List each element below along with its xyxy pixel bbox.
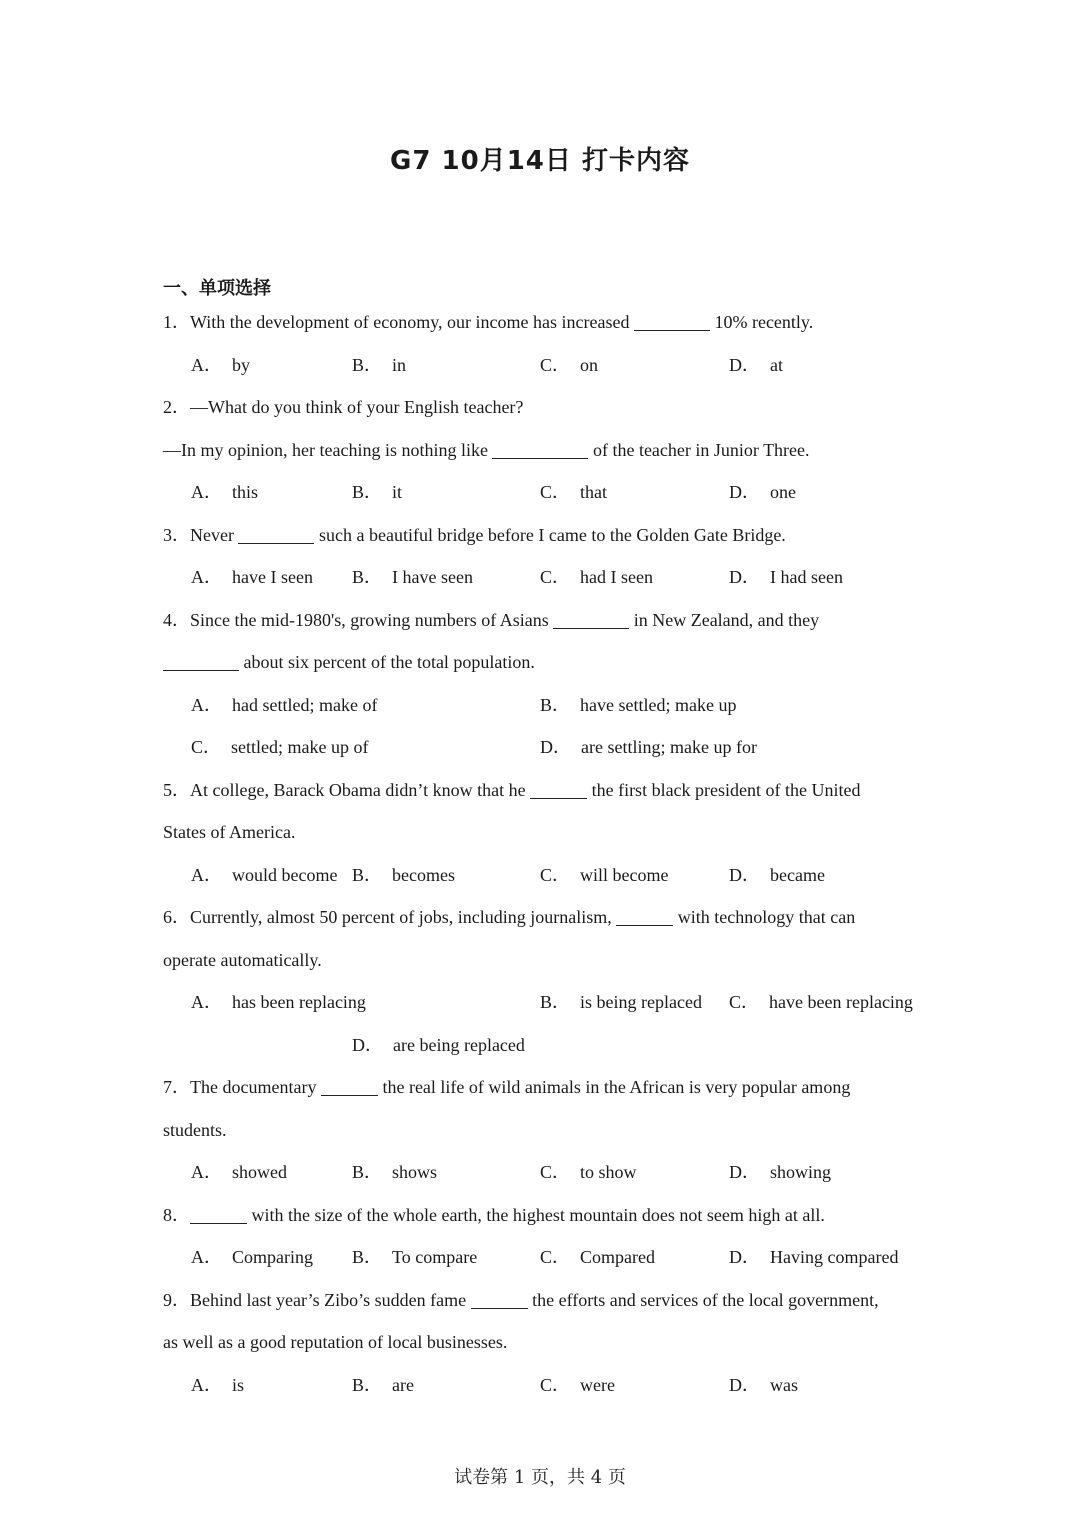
answer-blank bbox=[530, 797, 587, 799]
question-text: the first black president of the United bbox=[587, 779, 861, 800]
answer-option[interactable] bbox=[191, 981, 366, 1024]
option-text: one bbox=[770, 482, 796, 502]
options-row bbox=[163, 854, 953, 897]
option-text: by bbox=[232, 354, 250, 375]
answer-blank bbox=[634, 329, 710, 331]
option-text: has been replacing bbox=[232, 992, 366, 1012]
option-text: Comparing bbox=[232, 1247, 313, 1267]
options-row bbox=[163, 1024, 953, 1067]
question-text: 4．Since the mid-1980's, growing numbers of Asians bbox=[163, 609, 554, 630]
answer-option[interactable] bbox=[191, 556, 313, 599]
option-letter: B． bbox=[352, 1374, 383, 1395]
question-text: 5．At college, Barack Obama didn’t know that he bbox=[163, 779, 531, 800]
question-text-line bbox=[163, 641, 953, 684]
option-text: showing bbox=[770, 1162, 832, 1182]
answer-option[interactable] bbox=[540, 556, 653, 599]
options-row bbox=[163, 981, 953, 1024]
answer-option[interactable] bbox=[540, 1151, 637, 1194]
option-letter: B． bbox=[352, 1247, 383, 1267]
option-text: have I seen bbox=[232, 567, 313, 587]
answer-option[interactable] bbox=[352, 1151, 437, 1194]
option-text: Compared bbox=[580, 1247, 655, 1267]
answer-option[interactable] bbox=[191, 726, 368, 769]
answer-option[interactable] bbox=[191, 1236, 313, 1279]
option-letter: B． bbox=[352, 567, 383, 587]
answer-blank bbox=[163, 669, 239, 671]
question-text: such a beautiful bridge before I came to the Golden Gate Bridge. bbox=[314, 524, 786, 545]
option-text: settled; make up of bbox=[231, 737, 369, 757]
question-text: about six percent of the total population. bbox=[239, 652, 535, 672]
option-letter: A． bbox=[191, 1162, 222, 1182]
option-text: became bbox=[770, 864, 825, 885]
question-item bbox=[163, 1066, 953, 1194]
option-letter: A． bbox=[191, 482, 222, 502]
question-item bbox=[163, 1194, 953, 1279]
answer-option[interactable] bbox=[352, 1024, 525, 1067]
option-letter: D． bbox=[729, 482, 760, 502]
answer-option[interactable] bbox=[191, 854, 337, 897]
question-text: 1．With the development of economy, our income has increased bbox=[163, 312, 634, 332]
question-text-line bbox=[163, 769, 953, 812]
option-text: Having compared bbox=[770, 1247, 899, 1267]
option-letter: A． bbox=[191, 1374, 222, 1395]
option-letter: D． bbox=[729, 354, 760, 375]
options-row bbox=[163, 684, 953, 727]
question-text: States of America. bbox=[163, 822, 296, 842]
answer-option[interactable] bbox=[729, 556, 843, 599]
option-text: was bbox=[770, 1374, 798, 1395]
question-text: students. bbox=[163, 1119, 227, 1140]
question-list bbox=[163, 301, 953, 1406]
answer-option[interactable] bbox=[191, 344, 250, 387]
question-item bbox=[163, 769, 953, 897]
option-letter: D． bbox=[729, 1374, 760, 1395]
option-letter: B． bbox=[352, 1162, 383, 1182]
question-text-line bbox=[163, 939, 953, 982]
option-text: would become bbox=[232, 864, 338, 885]
answer-option[interactable] bbox=[191, 1151, 287, 1194]
answer-blank bbox=[471, 1307, 528, 1309]
document-title: G7 10月14日 打卡内容 bbox=[390, 146, 690, 176]
question-text-line bbox=[163, 896, 953, 939]
answer-option[interactable] bbox=[540, 1236, 655, 1279]
option-text: have been replacing bbox=[769, 992, 913, 1012]
question-text: as well as a good reputation of local businesses. bbox=[163, 1332, 508, 1352]
answer-option[interactable] bbox=[729, 1236, 898, 1279]
answer-option[interactable] bbox=[729, 981, 913, 1024]
question-text: with the size of the whole earth, the highest mountain does not seem high at all. bbox=[247, 1204, 825, 1225]
options-row bbox=[163, 726, 953, 769]
question-text-line bbox=[163, 811, 953, 854]
answer-option[interactable] bbox=[540, 471, 607, 514]
question-text-line bbox=[163, 1109, 953, 1152]
question-text-line bbox=[163, 301, 953, 344]
question-item bbox=[163, 514, 953, 599]
options-row bbox=[163, 471, 953, 514]
answer-option[interactable] bbox=[540, 1364, 615, 1407]
answer-option[interactable] bbox=[352, 556, 473, 599]
answer-option[interactable] bbox=[729, 854, 825, 897]
options-row bbox=[163, 1236, 953, 1279]
option-letter: A． bbox=[191, 1247, 222, 1267]
question-text-line bbox=[163, 429, 953, 472]
option-letter: C． bbox=[540, 354, 571, 375]
options-row bbox=[163, 1151, 953, 1194]
question-text: 10% recently. bbox=[709, 312, 814, 332]
question-text-line bbox=[163, 1194, 953, 1237]
option-letter: A． bbox=[191, 694, 222, 715]
option-text: is bbox=[232, 1374, 245, 1395]
answer-option[interactable] bbox=[352, 854, 455, 897]
option-letter: C． bbox=[729, 992, 760, 1012]
option-letter: B． bbox=[352, 864, 383, 885]
answer-option[interactable] bbox=[352, 344, 406, 387]
option-text: that bbox=[580, 482, 608, 502]
question-text-line bbox=[163, 599, 953, 642]
option-text: will become bbox=[580, 864, 669, 885]
answer-option[interactable] bbox=[540, 726, 757, 769]
option-text: is being replaced bbox=[580, 992, 702, 1012]
answer-blank bbox=[492, 457, 588, 459]
answer-option[interactable] bbox=[729, 1364, 798, 1407]
section-heading: 一、单项选择 bbox=[163, 278, 271, 299]
option-text: showed bbox=[232, 1162, 287, 1182]
option-text: this bbox=[232, 482, 259, 502]
option-letter: B． bbox=[352, 354, 383, 375]
question-text: 6．Currently, almost 50 percent of jobs, including journalism, bbox=[163, 907, 617, 927]
option-letter: D． bbox=[729, 864, 760, 885]
option-text: are bbox=[392, 1374, 414, 1395]
answer-blank bbox=[553, 627, 629, 629]
answer-option[interactable] bbox=[191, 684, 377, 727]
question-text: with technology that can bbox=[673, 907, 856, 927]
option-letter: A． bbox=[191, 992, 222, 1012]
answer-option[interactable] bbox=[191, 1364, 244, 1407]
option-letter: A． bbox=[191, 567, 222, 587]
question-text: 2．—What do you think of your English teacher? bbox=[163, 397, 524, 417]
option-letter: C． bbox=[540, 1374, 571, 1395]
answer-option[interactable] bbox=[540, 854, 669, 897]
option-letter: B． bbox=[540, 992, 571, 1012]
option-letter: C． bbox=[540, 482, 571, 502]
options-row bbox=[163, 344, 953, 387]
answer-option[interactable] bbox=[352, 1364, 414, 1407]
answer-option[interactable] bbox=[540, 981, 702, 1024]
answer-option[interactable] bbox=[729, 344, 783, 387]
answer-blank bbox=[190, 1222, 247, 1224]
answer-option[interactable] bbox=[729, 1151, 831, 1194]
question-text: operate automatically. bbox=[163, 949, 322, 970]
option-letter: D． bbox=[729, 1247, 760, 1267]
option-letter: C． bbox=[540, 1162, 571, 1182]
question-text: 8． bbox=[163, 1204, 190, 1225]
option-letter: A． bbox=[191, 864, 222, 885]
option-text: it bbox=[392, 482, 403, 502]
answer-blank bbox=[238, 542, 314, 544]
option-text: to show bbox=[580, 1162, 637, 1182]
option-letter: B． bbox=[540, 694, 571, 715]
option-text: To compare bbox=[392, 1247, 478, 1267]
options-row bbox=[163, 556, 953, 599]
option-text: had settled; make of bbox=[232, 694, 378, 715]
option-letter: C． bbox=[540, 864, 571, 885]
option-letter: D． bbox=[352, 1034, 383, 1055]
option-text: have settled; make up bbox=[580, 694, 737, 715]
answer-blank bbox=[616, 924, 673, 926]
option-text: I had seen bbox=[770, 567, 843, 587]
question-item bbox=[163, 1279, 953, 1407]
option-text: had I seen bbox=[580, 567, 653, 587]
option-letter: D． bbox=[540, 737, 571, 757]
option-text: I have seen bbox=[392, 567, 473, 587]
question-text-line bbox=[163, 1066, 953, 1109]
option-text: shows bbox=[392, 1162, 438, 1182]
question-text: 7．The documentary bbox=[163, 1077, 321, 1097]
option-letter: C． bbox=[540, 567, 571, 587]
question-text-line bbox=[163, 514, 953, 557]
option-letter: D． bbox=[729, 1162, 760, 1182]
question-text-line bbox=[163, 386, 953, 429]
question-text: 9．Behind last year’s Zibo’s sudden fame bbox=[163, 1289, 471, 1310]
question-text: the efforts and services of the local government, bbox=[527, 1289, 879, 1310]
question-text-line bbox=[163, 1321, 953, 1364]
page-footer: 试卷第 1 页，共 4 页 bbox=[454, 1467, 626, 1488]
option-text: are being replaced bbox=[393, 1034, 525, 1055]
answer-option[interactable] bbox=[191, 471, 258, 514]
option-text: in bbox=[392, 354, 407, 375]
options-row bbox=[163, 1364, 953, 1407]
answer-option[interactable] bbox=[352, 471, 402, 514]
option-letter: A． bbox=[191, 354, 222, 375]
question-item bbox=[163, 599, 953, 769]
option-text: are settling; make up for bbox=[581, 737, 757, 757]
question-text: of the teacher in Junior Three. bbox=[588, 439, 810, 460]
question-text: in New Zealand, and they bbox=[629, 609, 820, 630]
option-text: were bbox=[580, 1374, 615, 1395]
question-text: —In my opinion, her teaching is nothing like bbox=[163, 439, 493, 460]
option-letter: D． bbox=[729, 567, 760, 587]
option-letter: C． bbox=[540, 1247, 571, 1267]
question-item bbox=[163, 301, 953, 386]
answer-option[interactable] bbox=[352, 1236, 477, 1279]
answer-option[interactable] bbox=[540, 344, 598, 387]
option-letter: B． bbox=[352, 482, 383, 502]
answer-option[interactable] bbox=[540, 684, 736, 727]
option-text: at bbox=[770, 354, 783, 375]
question-text-line bbox=[163, 1279, 953, 1322]
option-text: on bbox=[580, 354, 599, 375]
question-item bbox=[163, 896, 953, 1066]
question-text: the real life of wild animals in the African is very popular among bbox=[377, 1077, 851, 1097]
answer-option[interactable] bbox=[729, 471, 796, 514]
option-text: becomes bbox=[392, 864, 455, 885]
question-text: 3．Never bbox=[163, 524, 239, 545]
answer-blank bbox=[321, 1094, 378, 1096]
question-item bbox=[163, 386, 953, 514]
option-letter: C． bbox=[191, 737, 222, 757]
